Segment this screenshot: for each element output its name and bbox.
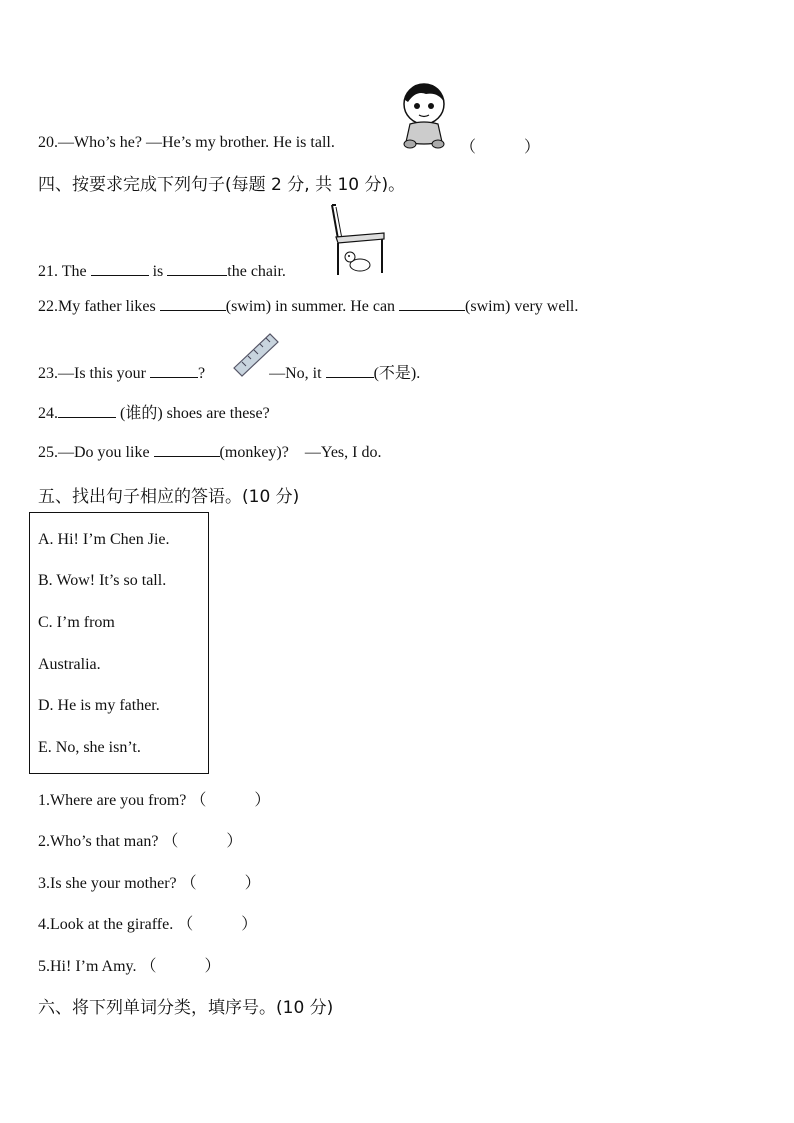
option-b: B. Wow! It’s so tall. <box>38 572 167 589</box>
option-c: C. I’m from <box>38 614 115 631</box>
match-question-2 <box>38 828 242 851</box>
question-22-part-3: (swim) very well. <box>465 298 579 315</box>
chair-illustration <box>326 203 388 277</box>
question-25-part-3: —Yes, I do. <box>304 444 382 461</box>
question-21-word-the: The <box>61 263 87 280</box>
question-23-blank-2[interactable] <box>326 363 374 378</box>
question-22-part-1: 22.My father likes <box>38 298 156 315</box>
boy-illustration <box>398 82 450 150</box>
match-question-1 <box>38 787 270 810</box>
question-23-question-mark: ? <box>198 365 206 382</box>
section-5-heading: 五、找出句子相应的答语。(10 分) <box>38 487 300 507</box>
question-21-blank-1[interactable] <box>91 261 149 276</box>
question-25-part-2: (monkey)? <box>219 444 289 461</box>
question-20 <box>38 134 335 152</box>
question-21-number: 21. <box>38 263 58 280</box>
question-21-word-is: is <box>152 263 164 280</box>
match-question-5 <box>38 953 221 976</box>
match-question-5-text: 5.Hi! I’m Amy. <box>38 958 137 975</box>
question-25 <box>38 442 381 462</box>
option-a: A. Hi! I’m Chen Jie. <box>38 531 170 548</box>
question-20-answer-paren[interactable]: （ ） <box>460 139 541 156</box>
question-24-number: 24. <box>38 405 58 422</box>
match-question-3-text: 3.Is she your mother? <box>38 875 177 892</box>
question-20-text: 20.—Who’s he? —He’s my brother. He is tall. <box>38 134 335 151</box>
question-22-blank-2[interactable] <box>399 296 465 311</box>
match-question-1-paren[interactable]: （ ） <box>190 792 271 809</box>
question-24-blank[interactable] <box>58 403 116 418</box>
match-question-2-text: 2.Who’s that man? <box>38 833 159 850</box>
match-question-2-paren[interactable]: （ ） <box>162 833 243 850</box>
question-22-part-2: (swim) in summer. He can <box>225 298 396 315</box>
match-question-4-text: 4.Look at the giraffe. <box>38 916 174 933</box>
option-c-continued: Australia. <box>38 656 101 673</box>
question-23-blank-1[interactable] <box>150 363 198 378</box>
section-6-heading: 六、将下列单词分类，填序号。(10 分) <box>38 998 334 1018</box>
question-24 <box>38 400 270 423</box>
question-21-blank-2[interactable] <box>167 261 227 276</box>
question-23 <box>38 360 420 383</box>
question-23-part-3: —No, it <box>269 365 322 382</box>
match-question-1-text: 1.Where are you from? <box>38 792 187 809</box>
question-24-part-2: (谁的) shoes are these? <box>120 405 270 422</box>
match-question-3 <box>38 870 261 893</box>
option-e: E. No, she isn’t. <box>38 739 141 756</box>
question-22-blank-1[interactable] <box>160 296 226 311</box>
section-4-heading: 四、按要求完成下列句子(每题 2 分, 共 10 分)。 <box>38 175 406 195</box>
answer-options-box <box>29 512 209 774</box>
question-23-part-4: (不是). <box>373 365 421 382</box>
match-question-5-paren[interactable]: （ ） <box>140 958 221 975</box>
question-22 <box>38 296 578 316</box>
question-25-blank[interactable] <box>154 442 220 457</box>
match-question-3-paren[interactable]: （ ） <box>180 875 261 892</box>
match-question-4 <box>38 911 257 934</box>
match-question-4-paren[interactable]: （ ） <box>177 916 258 933</box>
question-25-part-1: 25.—Do you like <box>38 444 150 461</box>
question-21 <box>38 261 286 281</box>
option-d: D. He is my father. <box>38 697 160 714</box>
question-21-word-chair: the chair. <box>227 263 286 280</box>
question-23-part-1: 23.—Is this your <box>38 365 146 382</box>
